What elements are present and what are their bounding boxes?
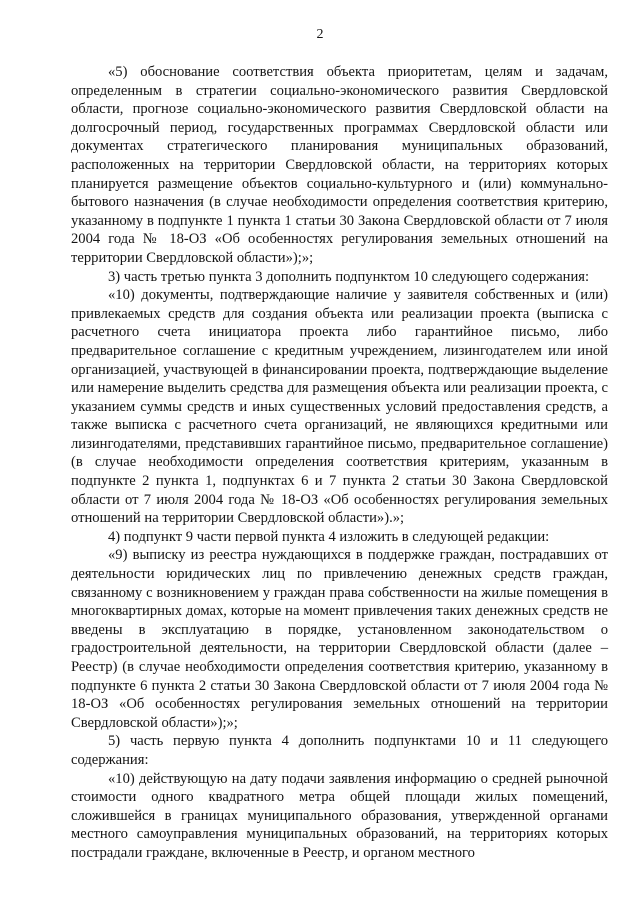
paragraph-subitem-5-justification: «5) обоснование соответствия объекта приоритетам, целям и задачам, определенным в стратегии социально-экономического развития Свердловской области, прогнозе социально-экономического развития Свердловской области на долгосрочный период, государственных программах Свердловской области или документах стратегического планирования муниципальных образований, расположенных на территории Свердловской области, на территориях которых планируется размещение объектов социально-культурного и (или) коммунально-бытового назначения (в случае необходимости определения соответствия критерию, указанному в подпункте 1 пункта 1 статьи 30 Закона Свердловской области от 7 июля 2004 года № 18-ОЗ «Об особенностях регулирования земельных отношений на территории Свердловской области»);»; <box>71 64 608 266</box>
paragraph-amendment-4: 4) подпункт 9 части первой пункта 4 изложить в следующей редакции: <box>108 528 550 545</box>
paragraph-subitem-9-registry: «9) выписку из реестра нуждающихся в поддержке граждан, пострадавших от деятельности юридических лиц по привлечению денежных средств граждан, связанному с возникновением у граждан права собственности на жилые помещения в многоквартирных домах, которые на момент привлечения таких денежных средств не введены в эксплуатацию в порядке, установленном законодательством о градостроительной деятельности, на территории Свердловской области (далее – Реестр) (в случае необходимости определения соответствия критерию, указанному в подпункте 6 пункта 2 статьи 30 Закона Свердловской области от 7 июля 2004 года № 18-ОЗ «Об особенностях регулирования земельных отношений на территории Свердловской области»);»; <box>71 547 608 731</box>
paragraph-subitem-10-market-value: «10) действующую на дату подачи заявления информацию о средней рыночной стоимости одного квадратного метра общей площади жилых помещений, сложившейся в границах муниципального образования, утвержденной органами местного самоуправления муниципальных образований, на территориях которых пострадали граждане, включенные в Реестр, и органом местного <box>71 770 608 861</box>
paragraph-amendment-3: 3) часть третью пункта 3 дополнить подпунктом 10 следующего содержания: <box>108 268 590 285</box>
paragraph-subitem-10-documents: «10) документы, подтверждающие наличие у заявителя собственных и (или) привлекаемых средств для создания объекта или реализации проекта (выписка с расчетного счета инициатора проекта либо гарантийное письмо, либо предварительное соглашение с кредитным учреждением, лизингодателем или иной организацией, участвующей в финансировании проекта, подтверждающие выделение или намерение выделить средства для размещения объекта или реализации проекта, с указанием суммы средств и иных существенных условий предоставления средств, а также выписка с расчетного счета организаций, не являющихся кредитными или лизингодателями, представивших гарантийное письмо, предварительное соглашение) (в случае необходимости определения соответствия критериям, указанным в подпункте 2 пункта 1, подпунктах 6 и 7 пункта 2 статьи 30 Закона Свердловской области от 7 июля 2004 года № 18-ОЗ «Об особенностях регулирования земельных отношений на территории Свердловской области»).»; <box>71 287 608 527</box>
document-body <box>71 63 608 863</box>
page-number: 2 <box>316 27 324 42</box>
paragraph-amendment-5: 5) часть первую пункта 4 дополнить подпунктами 10 и 11 следующего содержания: <box>71 733 608 768</box>
